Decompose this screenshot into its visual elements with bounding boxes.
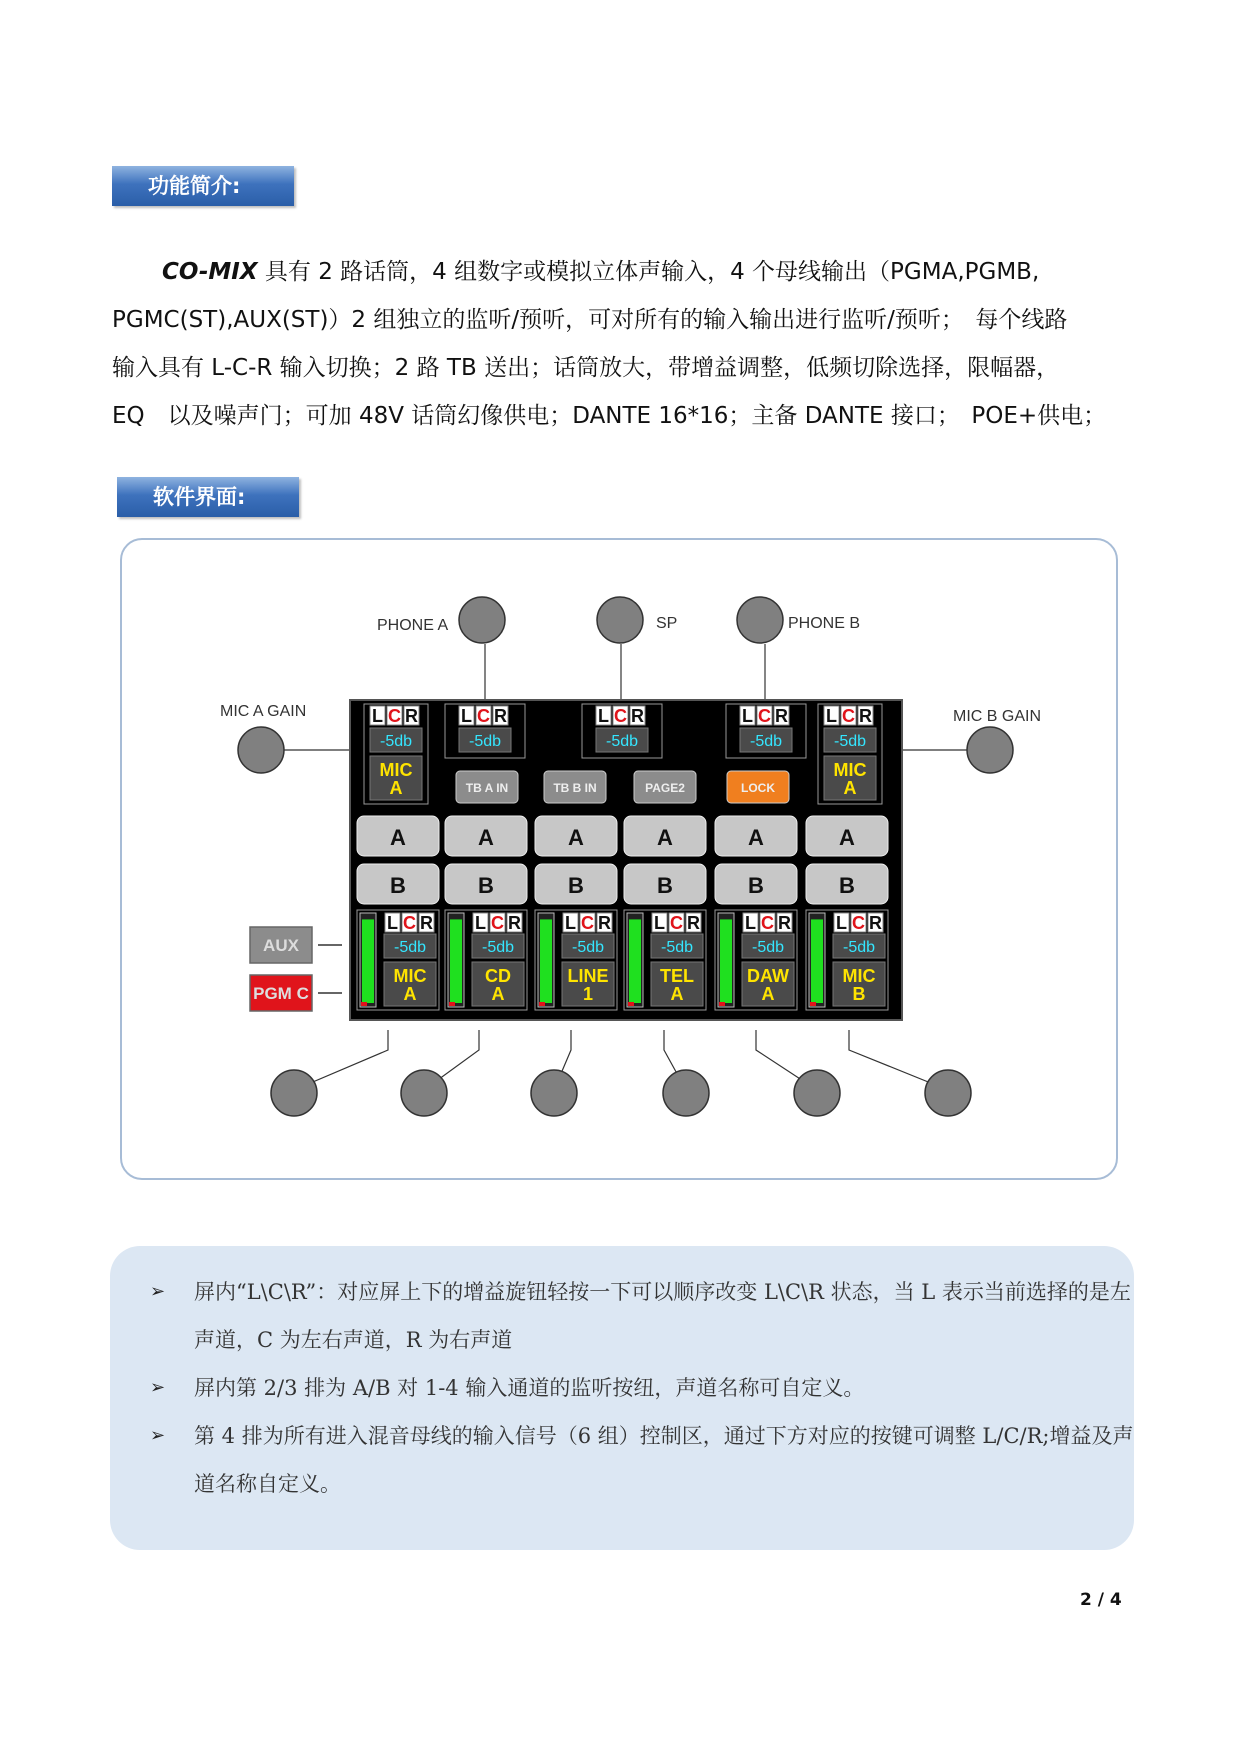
meter-clip-indicator	[628, 1002, 634, 1006]
lcr-l-label: L	[475, 913, 486, 933]
level-meter-fill	[540, 919, 552, 1003]
monitor-a-label: A	[478, 825, 494, 850]
lcr-l-label: L	[742, 706, 753, 726]
monitor-b-label: B	[568, 873, 584, 898]
function-button-group	[544, 771, 606, 803]
note-item	[150, 1412, 1142, 1508]
intro-line-3: 输入具有 L-C-R 输入切换；2 路 TB 送出；话筒放大，带增益调整，低频切除选择，限幅器，	[112, 355, 1060, 381]
level-text: -5db	[751, 939, 785, 956]
lcr-c-label: C	[761, 913, 774, 933]
lcr-l-label: L	[598, 706, 609, 726]
input-gain-knob[interactable]	[401, 1070, 447, 1116]
monitor-a-label: A	[568, 825, 584, 850]
level-text: -5db	[833, 733, 867, 750]
input-channel-strip	[357, 910, 439, 1010]
phone-a-knob[interactable]	[459, 597, 505, 643]
lcr-r-label: R	[859, 706, 872, 726]
input-gain-knob[interactable]	[794, 1070, 840, 1116]
lcr-r-label: R	[631, 706, 644, 726]
section-heading-software: 软件界面:	[117, 477, 299, 517]
mic-b-gain-label: MIC B GAIN	[953, 708, 1042, 725]
meter-clip-indicator	[810, 1002, 816, 1006]
arrow-bullet-icon: ➢	[150, 1281, 166, 1302]
monitor-a-label: A	[390, 825, 406, 850]
monitor-b-label: B	[390, 873, 406, 898]
brand-name: CO-MIX	[162, 259, 258, 285]
input-gain-knob[interactable]	[531, 1070, 577, 1116]
lcr-r-label: R	[508, 913, 521, 933]
lcr-c-label: C	[388, 706, 401, 726]
level-text: -5db	[605, 733, 639, 750]
arrow-bullet-icon: ➢	[150, 1377, 166, 1398]
channel-name-line1: CD	[485, 966, 511, 986]
intro-line-4: EQ 以及噪声门；可加 48V 话筒幻像供电；DANTE 16*16；主备 DANTE 接口； POE+供电；	[112, 403, 1107, 429]
lcr-r-label: R	[494, 706, 507, 726]
lcr-l-label: L	[387, 913, 398, 933]
top-channel-strip	[726, 704, 806, 758]
top-channel-strip	[364, 704, 428, 804]
note-text: 屏内第 2/3 排为 A/B 对 1-4 输入通道的监听按纽，声道名称可自定义。	[194, 1376, 865, 1400]
meter-clip-indicator	[449, 1002, 455, 1006]
sp-label: SP	[656, 615, 678, 632]
lcr-r-label: R	[778, 913, 791, 933]
lcr-c-label: C	[852, 913, 865, 933]
channel-name-line1: MIC	[393, 966, 427, 986]
note-text: 第 4 排为所有进入混音母线的输入信号（6 组）控制区，通过下方对应的按键可调整 L/C/R;增益及声道名称自定义。	[194, 1424, 1134, 1496]
level-meter-fill	[720, 919, 732, 1003]
bus-button-group	[250, 927, 342, 963]
top-channel-strip	[445, 704, 525, 758]
level-text: -5db	[842, 939, 876, 956]
channel-name-line2: A	[389, 778, 403, 798]
level-text: -5db	[571, 939, 605, 956]
phone-b-label: PHONE B	[788, 615, 861, 632]
channel-name-line1: TEL	[660, 966, 694, 986]
monitor-a-label: A	[748, 825, 764, 850]
meter-clip-indicator	[361, 1002, 367, 1006]
lcr-r-label: R	[687, 913, 700, 933]
intro-line-2: PGMC(ST),AUX(ST)）2 组独立的监听/预听，可对所有的输入输出进行监听/预听； 每个线路	[112, 307, 1068, 333]
note-item	[150, 1268, 1142, 1364]
channel-name-line2: A	[491, 984, 505, 1004]
page-number: 2 / 4	[1080, 1590, 1122, 1610]
lock-label: LOCK	[741, 781, 775, 795]
input-channel-strip	[445, 910, 527, 1010]
channel-name-line2: A	[761, 984, 775, 1004]
lcr-l-label: L	[826, 706, 837, 726]
channel-name-line1: MIC	[379, 760, 413, 780]
monitor-b-label: B	[478, 873, 494, 898]
aux-label: AUX	[263, 936, 299, 955]
level-meter-fill	[811, 919, 823, 1003]
channel-name-line1: MIC	[842, 966, 876, 986]
phone-a-label: PHONE A	[377, 617, 449, 634]
channel-name-line1: LINE	[567, 966, 609, 986]
lcr-l-label: L	[654, 913, 665, 933]
channel-name-line2: A	[670, 984, 684, 1004]
level-meter-fill	[450, 919, 462, 1003]
level-meter-fill	[362, 919, 374, 1003]
lcr-c-label: C	[403, 913, 416, 933]
top-channel-strip	[582, 704, 662, 758]
level-text: -5db	[481, 939, 515, 956]
channel-name-line1: MIC	[833, 760, 867, 780]
mic-a-gain-knob[interactable]	[238, 727, 284, 773]
meter-clip-indicator	[719, 1002, 725, 1006]
level-text: -5db	[660, 939, 694, 956]
lcr-l-label: L	[461, 706, 472, 726]
mic-a-gain-label: MIC A GAIN	[220, 703, 307, 720]
lcr-c-label: C	[758, 706, 771, 726]
monitor-b-label: B	[748, 873, 764, 898]
function-button-group	[634, 771, 696, 803]
function-button-group	[456, 771, 518, 803]
level-meter-fill	[629, 919, 641, 1003]
page2-label: PAGE2	[645, 781, 685, 795]
lcr-l-label: L	[565, 913, 576, 933]
input-gain-knob[interactable]	[925, 1070, 971, 1116]
note-item	[150, 1364, 1142, 1412]
level-text: -5db	[379, 733, 413, 750]
lcr-r-label: R	[420, 913, 433, 933]
lcr-l-label: L	[836, 913, 847, 933]
lcr-c-label: C	[670, 913, 683, 933]
top-channel-strip	[818, 704, 882, 804]
arrow-bullet-icon: ➢	[150, 1425, 166, 1446]
sp-knob[interactable]	[597, 597, 643, 643]
input-gain-knob[interactable]	[663, 1070, 709, 1116]
channel-name-line1: DAW	[747, 966, 789, 986]
monitor-b-label: B	[657, 873, 673, 898]
pgm-c-label: PGM C	[253, 984, 309, 1003]
lcr-c-label: C	[477, 706, 490, 726]
notes-box	[110, 1246, 1134, 1550]
tb-a-in-label: TB A IN	[465, 781, 509, 795]
section-heading-features: 功能简介:	[112, 166, 294, 206]
input-gain-knob[interactable]	[271, 1070, 317, 1116]
intro-line-1: 具有 2 路话筒，4 组数字或模拟立体声输入，4 个母线输出（PGMA,PGMB,	[257, 259, 1040, 285]
monitor-a-label: A	[839, 825, 855, 850]
lcr-l-label: L	[745, 913, 756, 933]
input-channel-strip	[624, 910, 706, 1010]
phone-b-knob[interactable]	[737, 597, 783, 643]
lcr-r-label: R	[598, 913, 611, 933]
lcr-r-label: R	[405, 706, 418, 726]
channel-name-line2: B	[852, 984, 866, 1004]
lcr-c-label: C	[842, 706, 855, 726]
level-text: -5db	[468, 733, 502, 750]
note-text: 屏内“L\C\R”：对应屏上下的增益旋钮轻按一下可以顺序改变 L\C\R 状态，当 L 表示当前选择的是左声道，C 为左右声道，R 为右声道	[194, 1280, 1131, 1352]
tb-b-in-label: TB B IN	[553, 781, 597, 795]
channel-name-line2: A	[403, 984, 417, 1004]
input-channel-strip	[715, 910, 797, 1010]
input-channel-strip	[535, 910, 617, 1010]
bus-button-group	[250, 975, 342, 1011]
meter-clip-indicator	[539, 1002, 545, 1006]
monitor-a-label: A	[657, 825, 673, 850]
level-text: -5db	[749, 733, 783, 750]
channel-name-line2: 1	[582, 984, 594, 1004]
lcr-c-label: C	[491, 913, 504, 933]
level-text: -5db	[393, 939, 427, 956]
lcr-l-label: L	[372, 706, 383, 726]
lcr-r-label: R	[869, 913, 882, 933]
input-channel-strip	[806, 910, 888, 1010]
monitor-b-label: B	[839, 873, 855, 898]
lcr-c-label: C	[581, 913, 594, 933]
channel-name-line2: A	[843, 778, 857, 798]
lcr-r-label: R	[775, 706, 788, 726]
lcr-c-label: C	[614, 706, 627, 726]
function-button-group	[727, 771, 789, 803]
mic-b-gain-knob[interactable]	[967, 727, 1013, 773]
